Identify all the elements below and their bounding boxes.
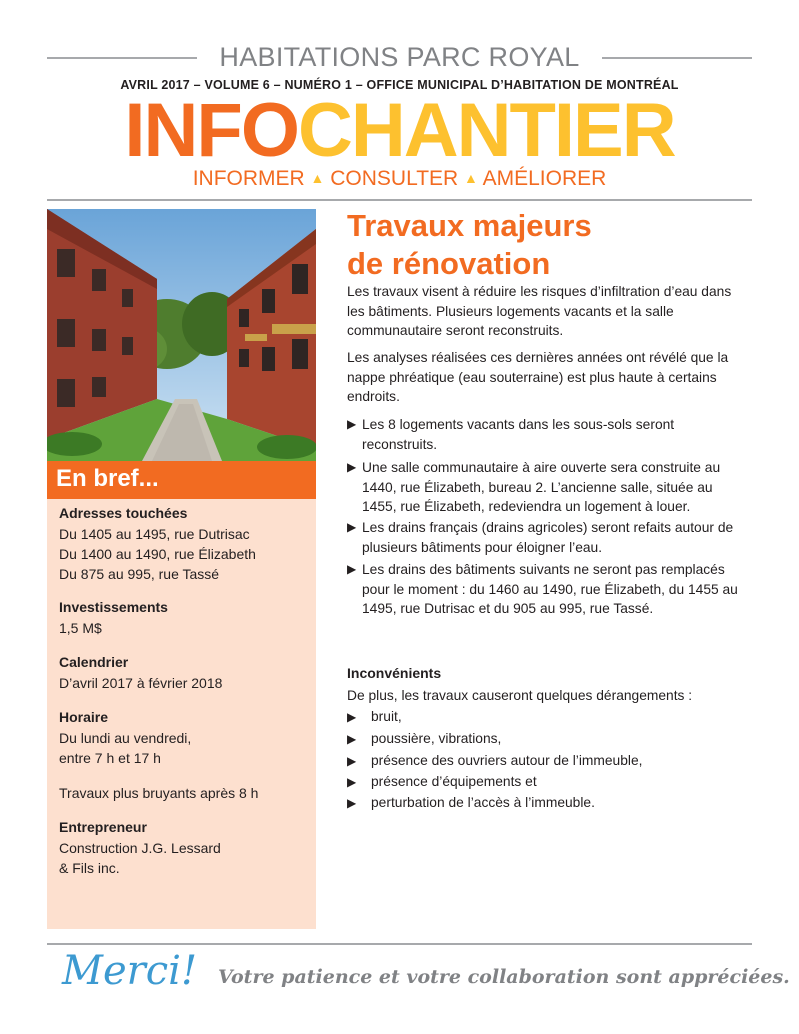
- bullet-arrow-icon: ▶: [347, 732, 357, 746]
- issue-line: AVRIL 2017 – VOLUME 6 – NUMÉRO 1 – OFFICE MUNICIPAL D’HABITATION DE MONTRÉAL: [120, 78, 679, 92]
- inconvenient-item: ▶ présence des ouvriers autour de l’immeuble,: [347, 751, 642, 771]
- inconvenients-intro: De plus, les travaux causeront quelques dérangements :: [347, 688, 693, 703]
- brief-title: En bref...: [56, 465, 159, 492]
- tagline-word: CONSULTER: [330, 167, 459, 190]
- tagline-word: INFORMER: [192, 167, 305, 190]
- residence-name: HABITATIONS PARC ROYAL: [219, 42, 580, 72]
- article-bullet: [347, 458, 747, 517]
- triangle-icon: ▲: [310, 170, 325, 186]
- inconvenient-item: ▶ poussière, vibrations,: [347, 729, 501, 749]
- article-title-line: de rénovation: [347, 246, 551, 281]
- article-title: [347, 207, 592, 283]
- thanks-message: Votre patience et votre collaboration sont appréciées.: [218, 966, 790, 988]
- masthead-info: INFO: [124, 88, 298, 173]
- article-bullet: [347, 415, 747, 454]
- tagline: [0, 167, 799, 191]
- inconvenient-item: ▶ bruit,: [347, 707, 402, 727]
- contractor-line: & Fils inc.: [59, 860, 120, 876]
- article-title-line: Travaux majeurs: [347, 208, 592, 243]
- schedule-line: entre 7 h et 17 h: [59, 750, 161, 766]
- sidebar-heading-addresses: Adresses touchées: [59, 505, 188, 521]
- bullet-arrow-icon: ▶: [347, 775, 357, 789]
- investment-amount: 1,5 M$: [59, 620, 102, 636]
- tagline-rule: [47, 199, 752, 201]
- masthead-chantier: CHANTIER: [297, 88, 675, 173]
- triangle-icon: ▲: [464, 170, 478, 186]
- bullet-text: Les 8 logements vacants dans les sous-sols seront reconstruits.: [362, 417, 675, 452]
- bullet-text: Les drains français (drains agricoles) seront refaits autour de plusieurs bâtiments pour éloigner l’eau.: [362, 520, 734, 555]
- schedule-line: Du lundi au vendredi,: [59, 730, 192, 746]
- merci-heading: Merci!: [62, 948, 198, 994]
- masthead: [0, 88, 799, 174]
- address-line: Du 1400 au 1490, rue Élizabeth: [59, 546, 256, 562]
- bullet-arrow-icon: ▶: [347, 460, 357, 474]
- calendar-range: D’avril 2017 à février 2018: [59, 675, 223, 691]
- inconvenient-item: ▶ perturbation de l’accès à l’immeuble.: [347, 793, 595, 813]
- sidebar-heading-investments: Investissements: [59, 599, 168, 615]
- bullet-arrow-icon: ▶: [347, 520, 357, 534]
- sidebar-heading-contractor: Entrepreneur: [59, 819, 147, 835]
- article-paragraph: Les travaux visent à réduire les risques d’infiltration d’eau dans les bâtiments. Plusieurs logements vacants et la salle communautaire seront reconstruits.: [347, 284, 732, 339]
- bullet-arrow-icon: ▶: [347, 417, 357, 431]
- bullet-arrow-icon: ▶: [347, 796, 357, 810]
- tagline-word: AMÉLIORER: [482, 167, 607, 190]
- schedule-note: Travaux plus bruyants après 8 h: [59, 785, 259, 801]
- sidebar-heading-schedule: Horaire: [59, 709, 109, 725]
- bullet-arrow-icon: ▶: [347, 754, 357, 768]
- contractor-line: Construction J.G. Lessard: [59, 840, 221, 856]
- article-paragraph: Les analyses réalisées ces dernières années ont révélé que la nappe phréatique (eau souterraine) est plus haute à certains endroits.: [347, 350, 729, 405]
- buildings-photo: [47, 209, 316, 461]
- inconvenients-heading: Inconvénients: [347, 665, 442, 681]
- address-line: Du 1405 au 1495, rue Dutrisac: [59, 526, 250, 542]
- footer-rule: [47, 943, 752, 945]
- bullet-text: Les drains des bâtiments suivants ne seront pas remplacés pour le moment : du 1460 au 1490, rue Élizabeth, du 1455 au 1495, rue Dutrisac et du 905 au 995, rue Tassé.: [362, 562, 738, 617]
- article-bullet: [347, 560, 747, 619]
- bullet-text: Une salle communautaire à aire ouverte sera construite au 1440, rue Élizabeth, bureau 2. L’ancienne salle, située au 1455, rue Élizabeth, redeviendra un logement à louer.: [362, 460, 721, 515]
- bullet-arrow-icon: ▶: [347, 562, 357, 576]
- inconvenient-item: ▶ présence d’équipements et: [347, 772, 537, 792]
- sidebar-heading-calendar: Calendrier: [59, 654, 129, 670]
- address-line: Du 875 au 995, rue Tassé: [59, 566, 220, 582]
- bullet-arrow-icon: ▶: [347, 710, 357, 724]
- article-bullet: [347, 518, 747, 557]
